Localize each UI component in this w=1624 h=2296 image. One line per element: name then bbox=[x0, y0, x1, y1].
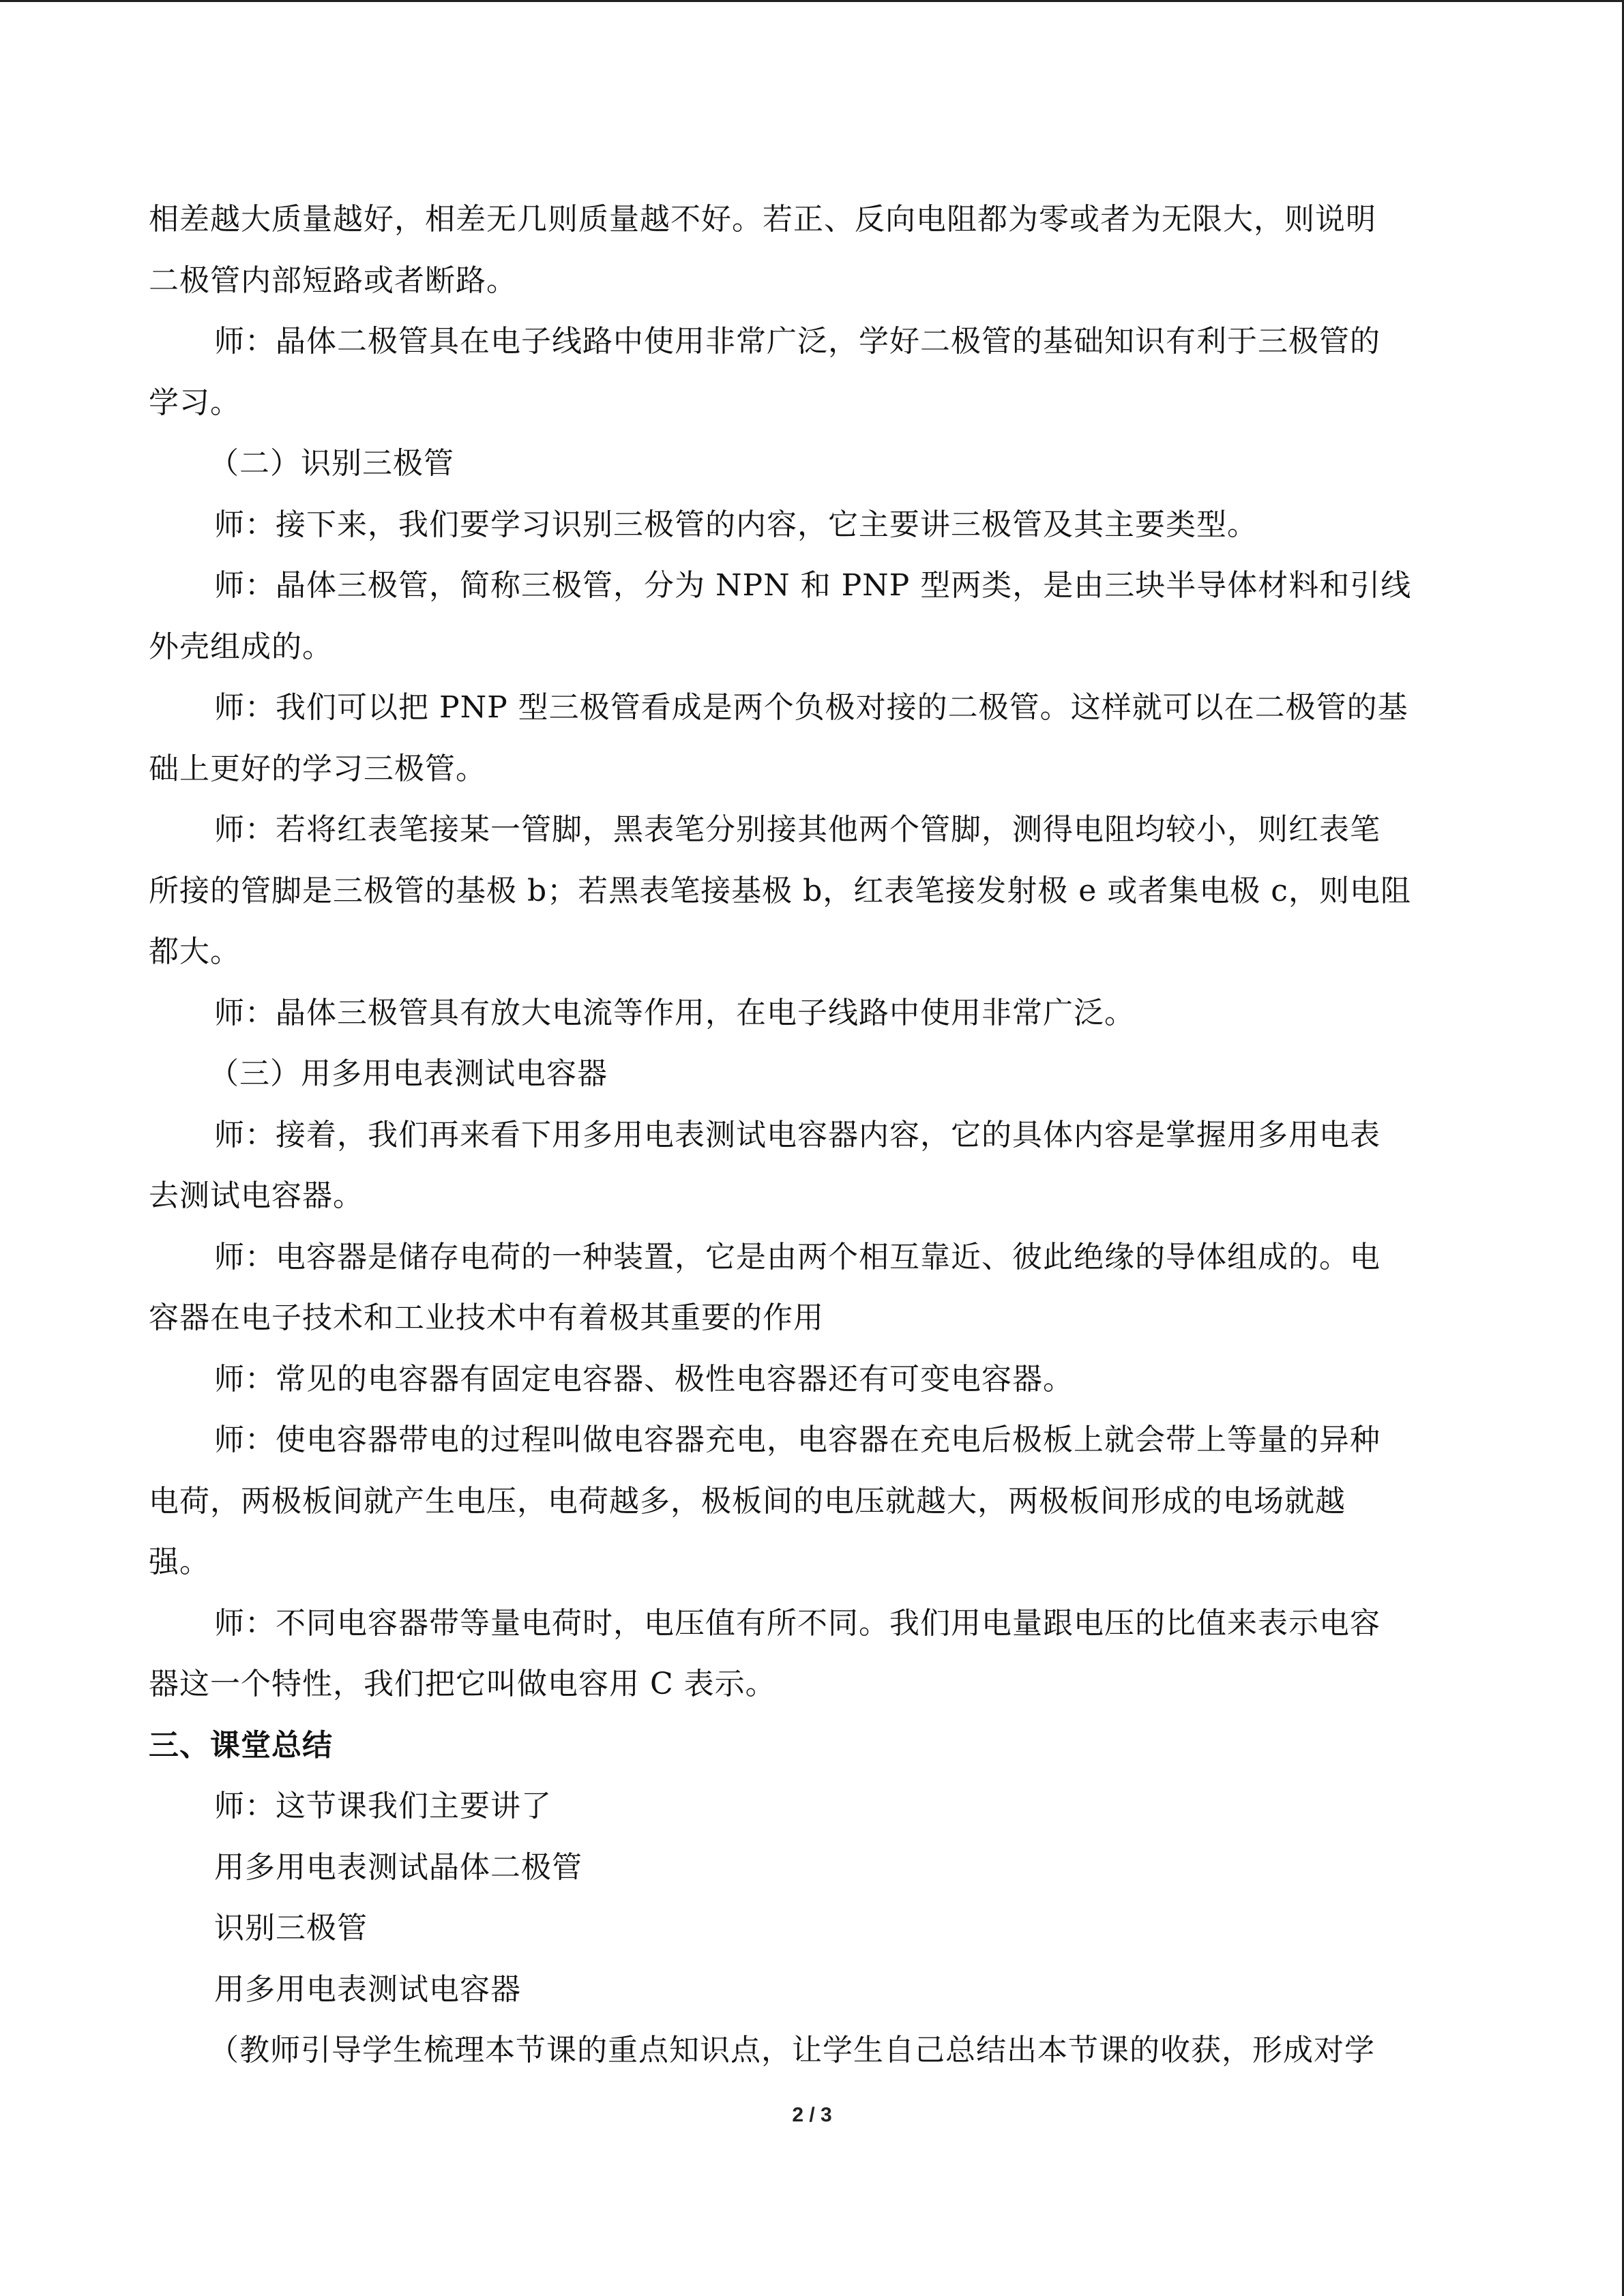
paragraph-line: 师：使电容器带电的过程叫做电容器充电，电容器在充电后极板上就会带上等量的异种 bbox=[214, 1422, 1381, 1457]
paragraph-line: 都大。 bbox=[149, 934, 241, 969]
paragraph-line: 师：我们可以把 PNP 型三极管看成是两个负极对接的二极管。这样就可以在二极管的基 bbox=[214, 690, 1408, 725]
paragraph-line: 器这一个特性，我们把它叫做电容用 C 表示。 bbox=[149, 1667, 776, 1701]
paragraph-line: 容器在电子技术和工业技术中有着极其重要的作用 bbox=[149, 1300, 824, 1335]
paragraph-line: 础上更好的学习三极管。 bbox=[149, 751, 486, 786]
paragraph-line: 去测试电容器。 bbox=[149, 1178, 364, 1213]
subsection-heading: （二）识别三极管 bbox=[209, 446, 454, 481]
paragraph-line: 学习。 bbox=[149, 385, 241, 420]
section-heading: 三、课堂总结 bbox=[149, 1727, 333, 1763]
paragraph-line: 电荷，两极板间就产生电压，电荷越多，极板间的电压就越大，两极板间形成的电场就越 bbox=[149, 1483, 1346, 1519]
paragraph-line: 师：不同电容器带等量电荷时，电压值有所不同。我们用电量跟电压的比值来表示电容 bbox=[214, 1605, 1381, 1641]
paragraph-line: 师：晶体三极管，简称三极管，分为 NPN 和 PNP 型两类，是由三块半导体材料和引线 bbox=[214, 568, 1412, 603]
paragraph-line: 师：晶体三极管具有放大电流等作用，在电子线路中使用非常广泛。 bbox=[214, 995, 1135, 1030]
paragraph-line: 外壳组成的。 bbox=[149, 629, 333, 664]
paragraph-line: 二极管内部短路或者断路。 bbox=[149, 263, 517, 298]
paragraph-line: 师：若将红表笔接某一管脚，黑表笔分别接其他两个管脚，测得电阻均较小，则红表笔 bbox=[214, 812, 1381, 847]
summary-item: 用多用电表测试晶体二极管 bbox=[214, 1849, 582, 1885]
document-body bbox=[149, 202, 1464, 2097]
paragraph-line: （教师引导学生梳理本节课的重点知识点，让学生自己总结出本节课的收获，形成对学 bbox=[209, 2033, 1375, 2068]
paragraph-line: 师：晶体二极管具在电子线路中使用非常广泛，学好二极管的基础知识有利于三极管的 bbox=[214, 324, 1381, 359]
summary-item: 用多用电表测试电容器 bbox=[214, 1971, 521, 2007]
paragraph-line: 师：这节课我们主要讲了 bbox=[214, 1789, 552, 1823]
paragraph-line: 师：接着，我们再来看下用多用电表测试电容器内容，它的具体内容是掌握用多用电表 bbox=[214, 1117, 1381, 1152]
summary-item: 识别三极管 bbox=[214, 1911, 368, 1945]
page-number: 2 / 3 bbox=[792, 2104, 832, 2126]
subsection-heading: （三）用多用电表测试电容器 bbox=[209, 1056, 608, 1091]
paragraph-line: 师：接下来，我们要学习识别三极管的内容，它主要讲三极管及其主要类型。 bbox=[214, 507, 1258, 542]
paragraph-line: 师：常见的电容器有固定电容器、极性电容器还有可变电容器。 bbox=[214, 1361, 1074, 1397]
page-border-top bbox=[0, 0, 1624, 2]
paragraph-line: 相差越大质量越好，相差无几则质量越不好。若正、反向电阻都为零或者为无限大，则说明 bbox=[149, 202, 1376, 237]
paragraph-line: 强。 bbox=[149, 1545, 210, 1579]
paragraph-line: 所接的管脚是三极管的基极 b；若黑表笔接基极 b，红表笔接发射极 e 或者集电极 c，则电阻 bbox=[149, 873, 1411, 908]
paragraph-line: 师：电容器是储存电荷的一种装置，它是由两个相互靠近、彼此绝缘的导体组成的。电 bbox=[214, 1239, 1381, 1274]
